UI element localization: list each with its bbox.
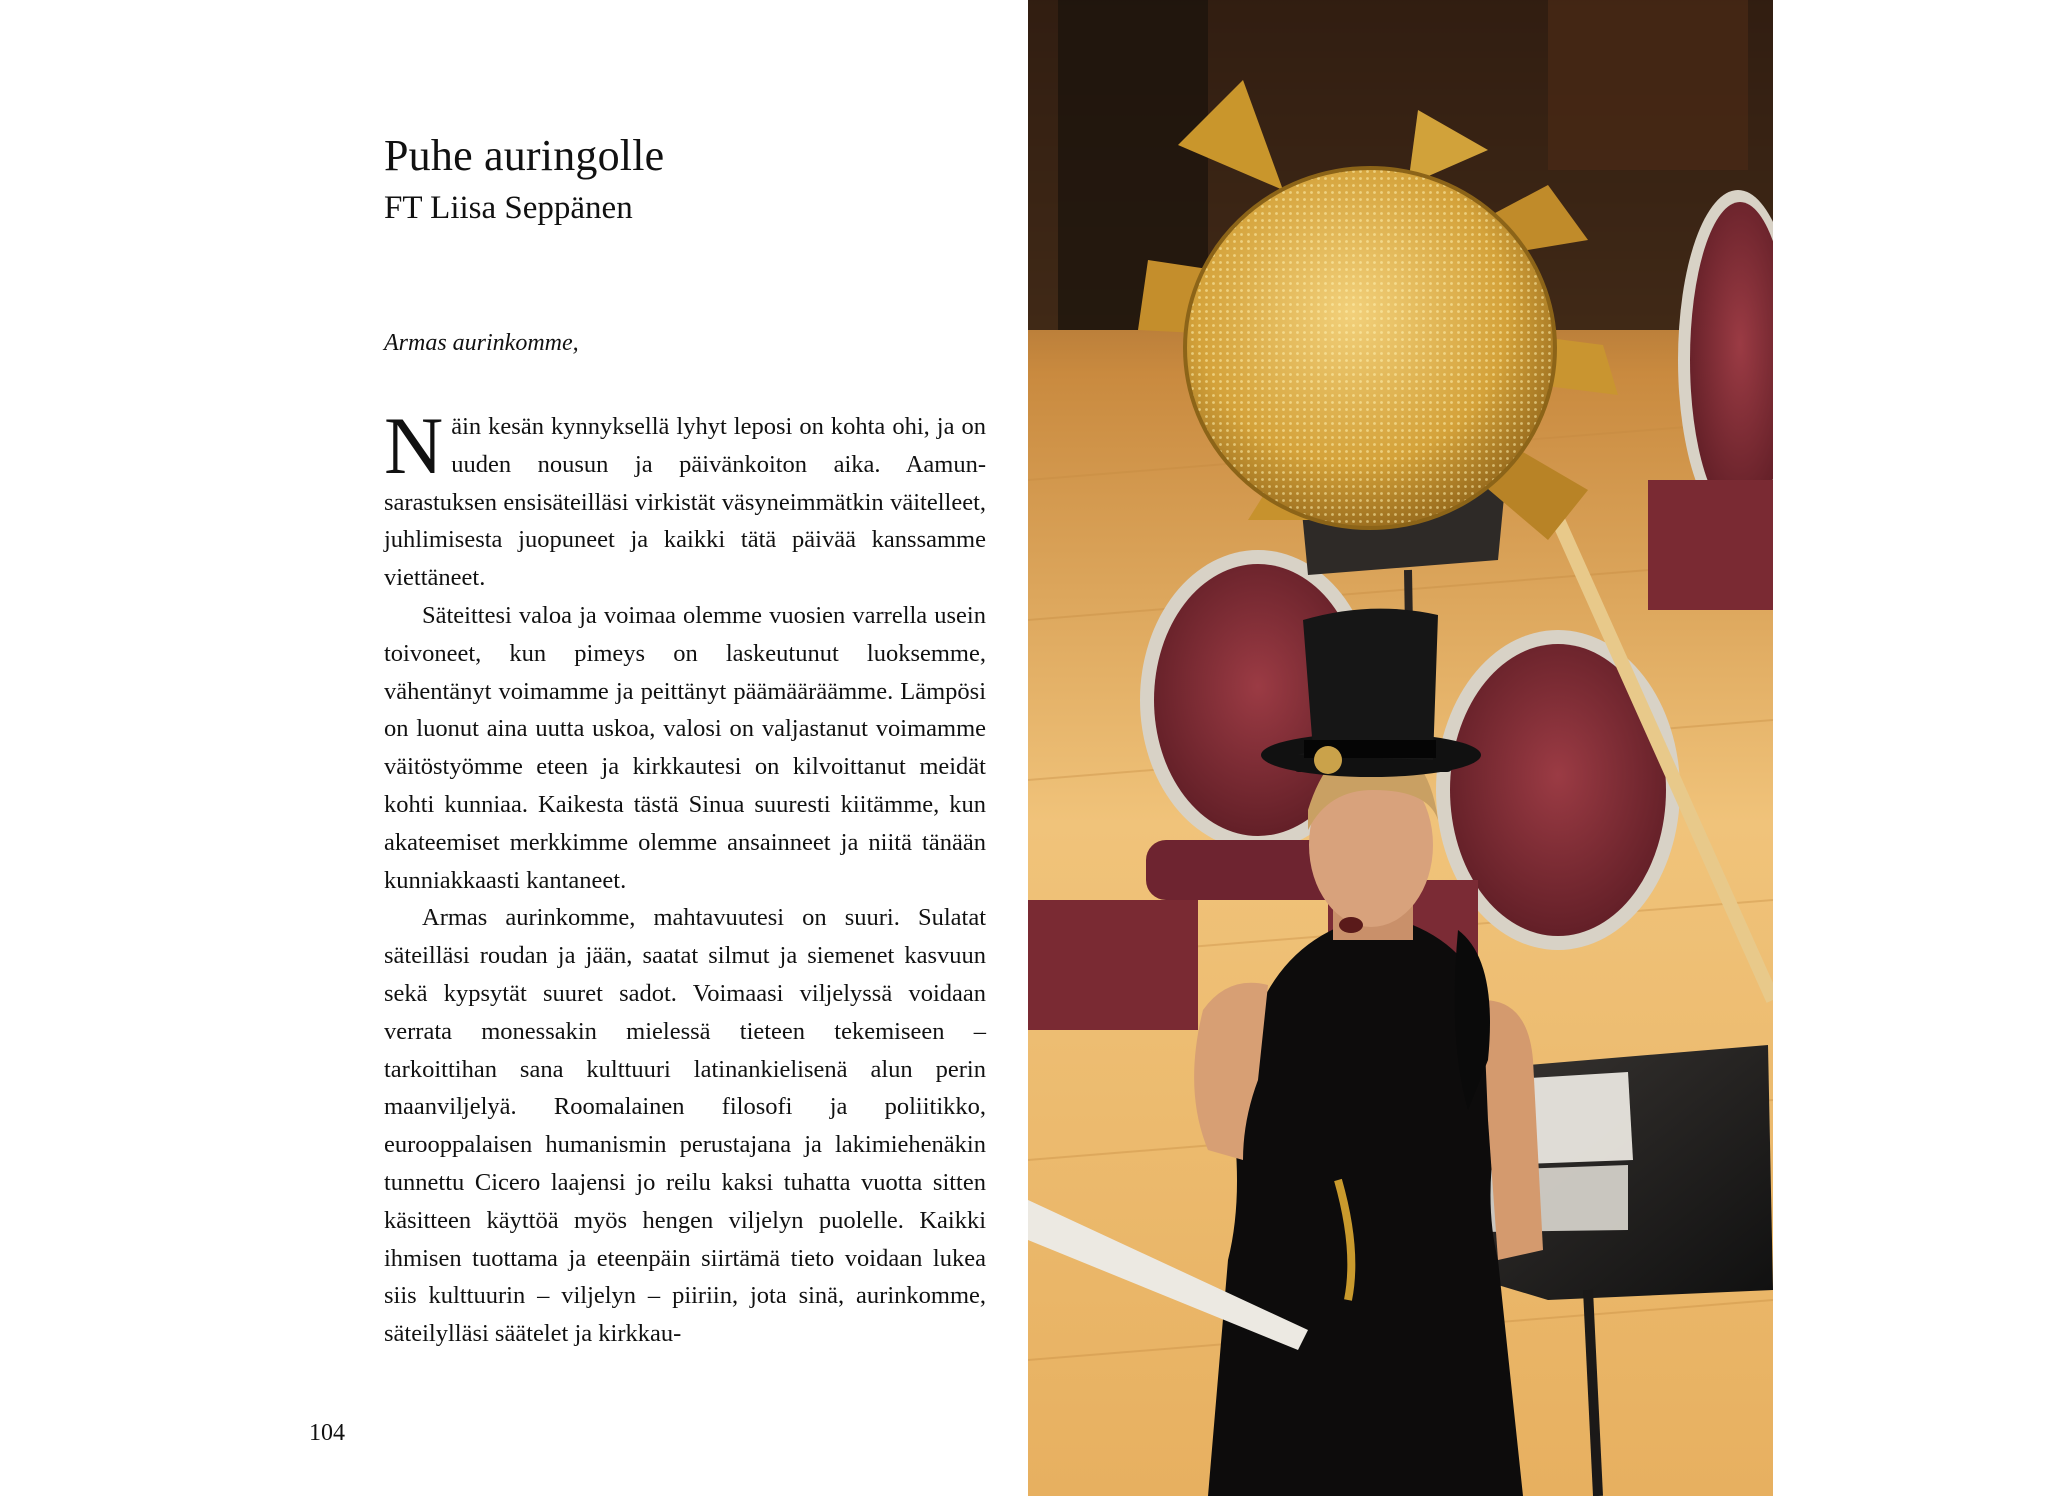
author-line: FT Liisa Seppänen — [384, 190, 633, 226]
photo-illustration — [1028, 0, 1773, 1496]
page-title: Puhe auringolle — [384, 131, 665, 180]
drop-cap: N — [384, 400, 444, 491]
body-text — [384, 400, 986, 1353]
paragraph-2: Säteittesi valoa ja voimaa olemme vuosien varrella usein toivoneet, kun pimeys on laskeutunut luoksemme, vähentänyt voimamme ja peittänyt päämääräämme. Lämpösi on luonut aina uutta uskoa, valosi on valjastanut voimamme väitöstyömme eteen ja kirkkautesi on kilvoittanut meidät kohti kunniaa. Kaikesta tästä Sinua suuresti kiitämme, kun akateemiset merkkimme olemme ansainneet ja niitä tänään kunniakkaasti kantaneet. — [384, 601, 986, 894]
paragraph-1 — [384, 400, 986, 597]
paragraph-3: Armas aurinkomme, mahtavuutesi on suuri. Sulatat säteilläsi roudan ja jään, saatat silmut ja siemenet kasvuun sekä kypsytät suuret sadot. Voimaasi viljelyssä voidaan verrata monessakin mielessä tieteen tekemiseen – tarkoittihan sana kulttuuri latinankielisenä alun perin maanviljelyä. Roomalainen filosofi ja poliitikko, eurooppalaisen humanismin perustajana ja lakimiehenäkin tunnettu Cicero laajensi jo reilu kaksi tuhatta vuotta sitten käsitteen käyttöä myös hengen viljelyn puolelle. Kaikki ihmisen tuottama ja eteenpäin siirtämä tieto voidaan lukea siis kulttuurin – viljelyn – piiriin, jota sinä, aurinkomme, säteilylläsi säätelet ja kirkkau- — [384, 904, 986, 1348]
paragraph-1-text: äin kesän kynnyksellä lyhyt leposi on kohta ohi, ja on uuden nousun ja päivänkoiton aika. Aamunsarastuksen ensisäteilläsi virkistät väsyneimmätkin väitelleet, juhlimisesta juopuneet ja kaikki tätä päivää kanssamme viettäneet. — [384, 413, 986, 592]
salutation: Armas aurinkomme, — [384, 330, 579, 356]
photo — [1028, 0, 1773, 1496]
page-number: 104 — [309, 1420, 345, 1446]
chair-seat-left — [1028, 900, 1198, 1030]
